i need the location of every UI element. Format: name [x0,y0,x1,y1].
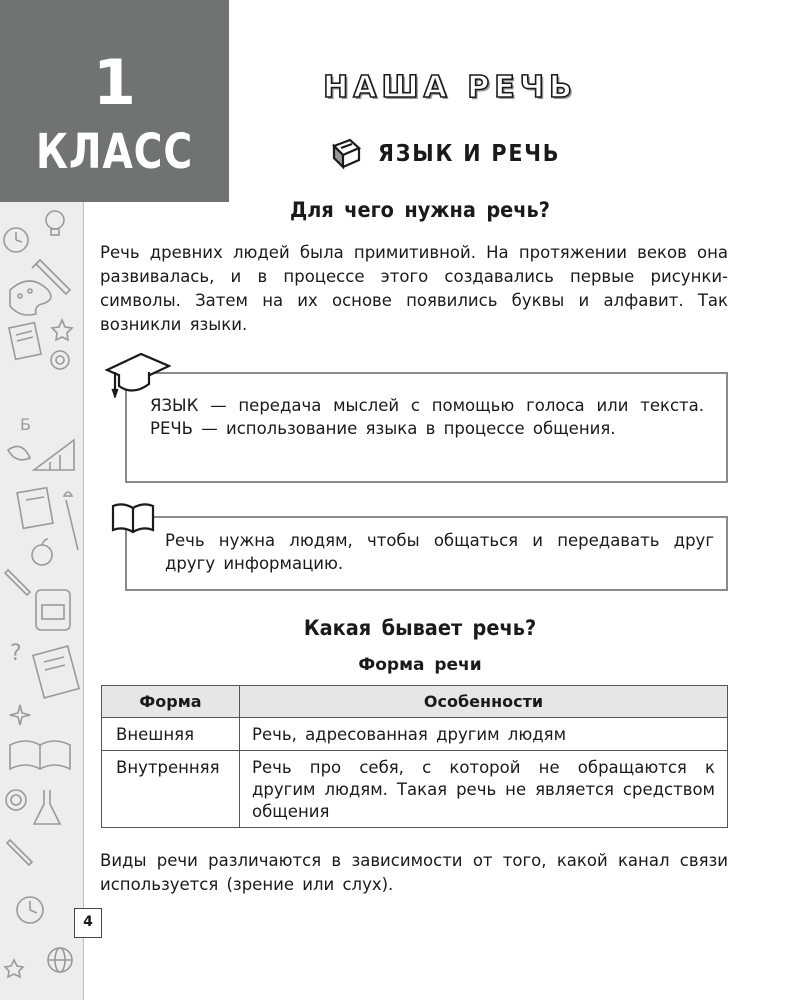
subtitle: ЯЗЫК И РЕЧЬ [378,141,561,167]
definition-text: ЯЗЫК — передача мыслей с помощью голоса или текста. РЕЧЬ — использование языка в процессе общения. [150,396,704,438]
grade-number: 1 [92,46,137,119]
note-text: Речь нужна людям, чтобы общаться и передавать друг другу информацию. [165,531,714,573]
table-cell-form: Внешняя [102,718,240,751]
table-header-row [102,686,728,718]
speech-forms-table [101,685,728,828]
table-cell-features: Речь про себя, с которой не обращаются к другим людям. Такая речь не является средством общения [240,751,728,828]
page-title: НАША РЕЧЬ [323,70,577,105]
table-cell-features: Речь, адресованная другим людям [240,718,728,751]
subtitle-row [328,134,581,174]
table-title: Форма речи [358,655,482,675]
section1-paragraph: Речь древних людей была примитивной. На протяжении веков она развивалась, и в процессе этого создавались первые рисунки-символы. Затем на их основе появились буквы и алфавит. Так возникли языки. [100,243,728,334]
grade-word: КЛАСС [35,124,194,180]
graduation-cap-icon [103,350,171,398]
grade-badge [0,0,229,202]
table-row [102,751,728,828]
book-icon [328,136,364,172]
section1-heading: Для чего нужна речь? [290,198,550,222]
section2-heading: Какая бывает речь? [303,616,537,640]
table-row [102,718,728,751]
table-header-form: Форма [102,686,240,718]
side-divider [83,200,84,1000]
page-number: 4 [74,908,102,938]
table-header-features: Особенности [240,686,728,718]
svg-text:Б: Б [20,415,31,434]
section2-paragraph: Виды речи различаются в зависимости от того, какой канал связи используется (зрение или слух). [100,851,728,894]
table-cell-form: Внутренняя [102,751,240,828]
open-book-icon [110,500,156,536]
decorative-doodle-strip [0,200,84,1000]
svg-text:?: ? [10,641,22,666]
